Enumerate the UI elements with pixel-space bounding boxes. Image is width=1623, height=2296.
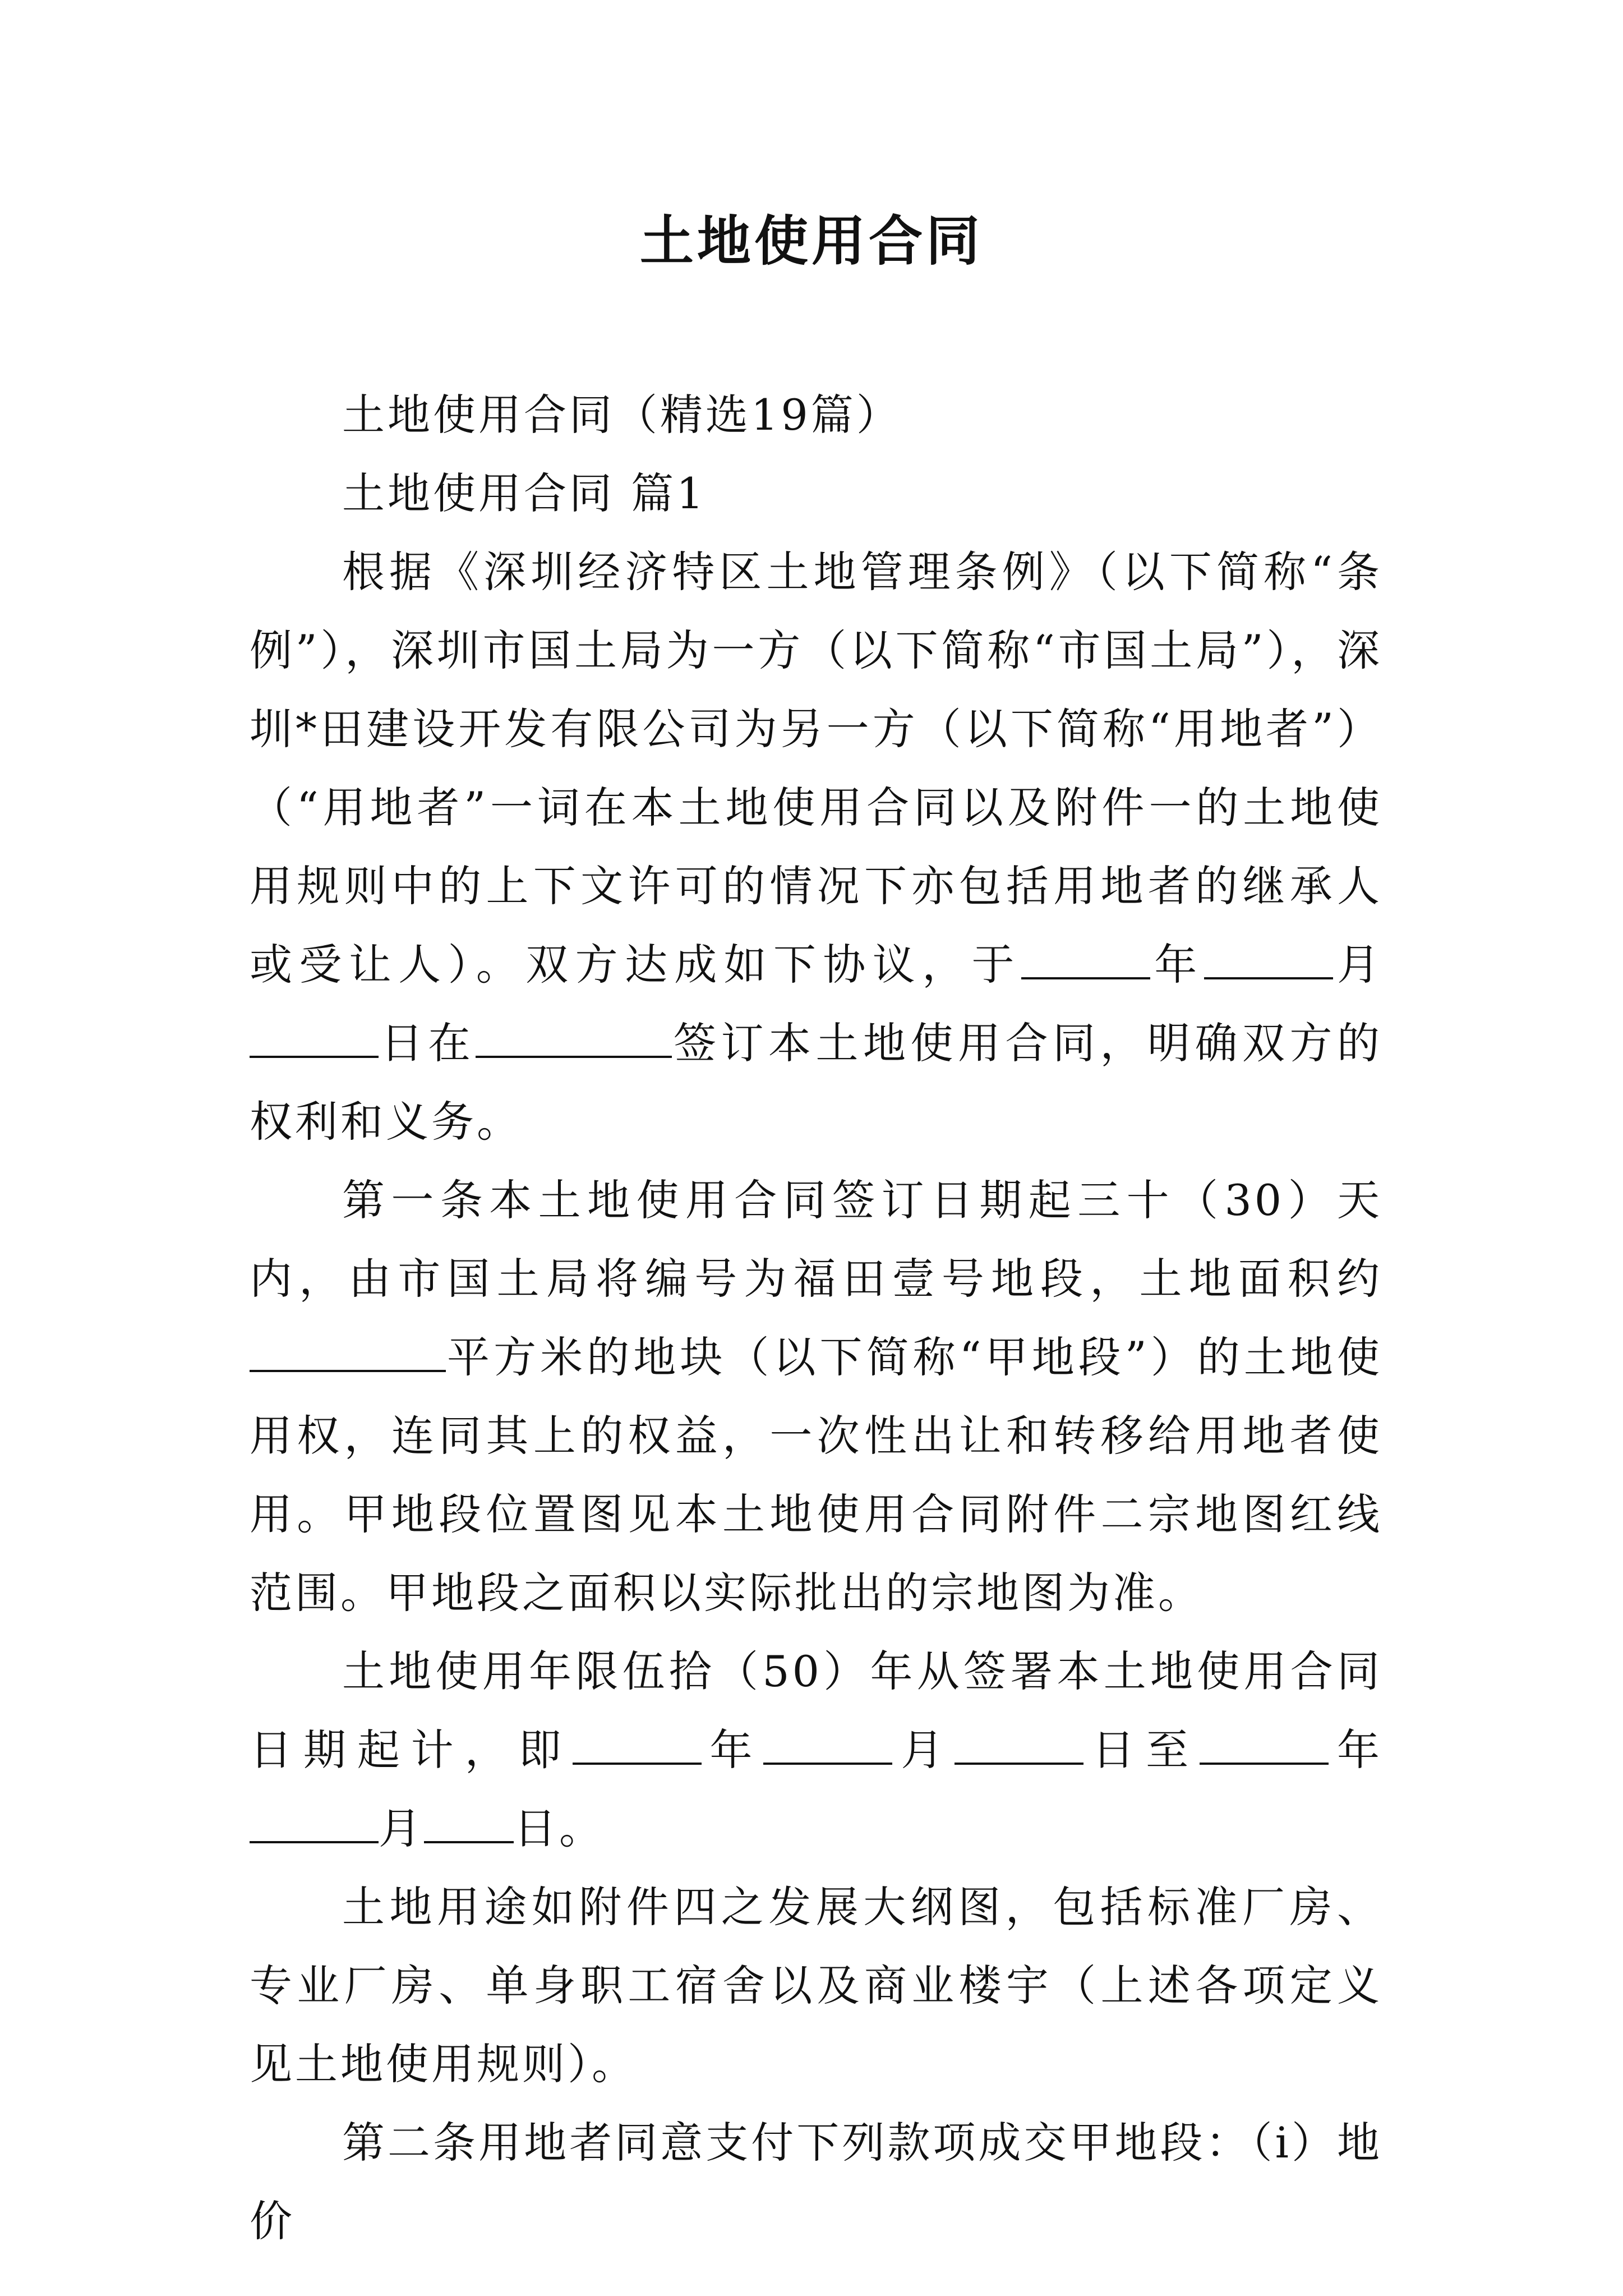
blank-field	[250, 1802, 379, 1843]
blank-field	[424, 1802, 514, 1843]
section-heading: 土地使用合同 篇1	[342, 468, 707, 518]
blank-field	[1021, 938, 1150, 979]
article-1-text-end: 平方米的地块（以下简称“甲地段”）的土地使用权，连同其上的权益，一次性出让和转移给用地者使用。甲地段位置图见本土地使用合同附件二宗地图红线范围。甲地段之面积以实际批出的宗地图为准。	[250, 1332, 1382, 1618]
day-end-label: 日。	[514, 1803, 605, 1853]
year-label: 年	[1329, 1725, 1383, 1775]
blank-field	[250, 1331, 446, 1372]
blank-field	[1204, 938, 1333, 979]
blank-field	[1200, 1723, 1329, 1765]
article-1-text: 第一条本土地使用合同签订日期起三十（30）天内，由市国土局将编号为福田壹号地段，土地面积约	[250, 1175, 1382, 1304]
year-label: 年	[1150, 940, 1204, 990]
preamble-text: 根据《深圳经济特区土地管理条例》（以下简称“条例”），深圳市国土局为一方（以下简称“市国土局”），深圳*田建设开发有限公司为另一方（以下简称“用地者”）（“用地者”一词在本土地使用合同以及附件一的土地使用规则中的上下文许可的情况下亦包括用地者的继承人或受让人）。双方达成如下协议，于	[250, 547, 1382, 990]
blank-field	[955, 1723, 1083, 1765]
month-label: 月	[379, 1803, 424, 1853]
paragraph-article-2: 第二条用地者同意支付下列款项成交甲地段：（i）地价	[250, 2118, 1382, 2246]
paragraph-land-use: 土地用途如附件四之发展大纲图，包括标准厂房、专业厂房、单身职工宿舍以及商业楼宇（上述各项定义见土地使用规则）。	[250, 1882, 1382, 2089]
preamble-text-end: 签订本土地使用合同，明确双方的权利和义务。	[250, 1018, 1382, 1147]
paragraph-preamble	[250, 533, 1382, 1161]
month-label: 月	[1332, 940, 1383, 990]
document-title: 土地使用合同	[640, 209, 983, 273]
term-text: 土地使用年限伍拾（50）年从签署本土地使用合同日期起计，即	[250, 1646, 1382, 1775]
blank-field	[476, 1016, 672, 1058]
blank-field	[573, 1723, 702, 1765]
year-label: 年	[701, 1725, 764, 1775]
paragraph-article-1	[250, 1161, 1382, 1632]
day-to-label: 日至	[1083, 1725, 1200, 1775]
month-label: 月	[892, 1725, 955, 1775]
day-at-label: 日在	[379, 1018, 476, 1068]
blank-field	[763, 1723, 892, 1765]
paragraph-term	[250, 1632, 1382, 1868]
blank-field	[250, 1016, 379, 1058]
document-body	[250, 376, 1382, 2261]
document-subtitle: 土地使用合同（精选19篇）	[342, 390, 902, 440]
